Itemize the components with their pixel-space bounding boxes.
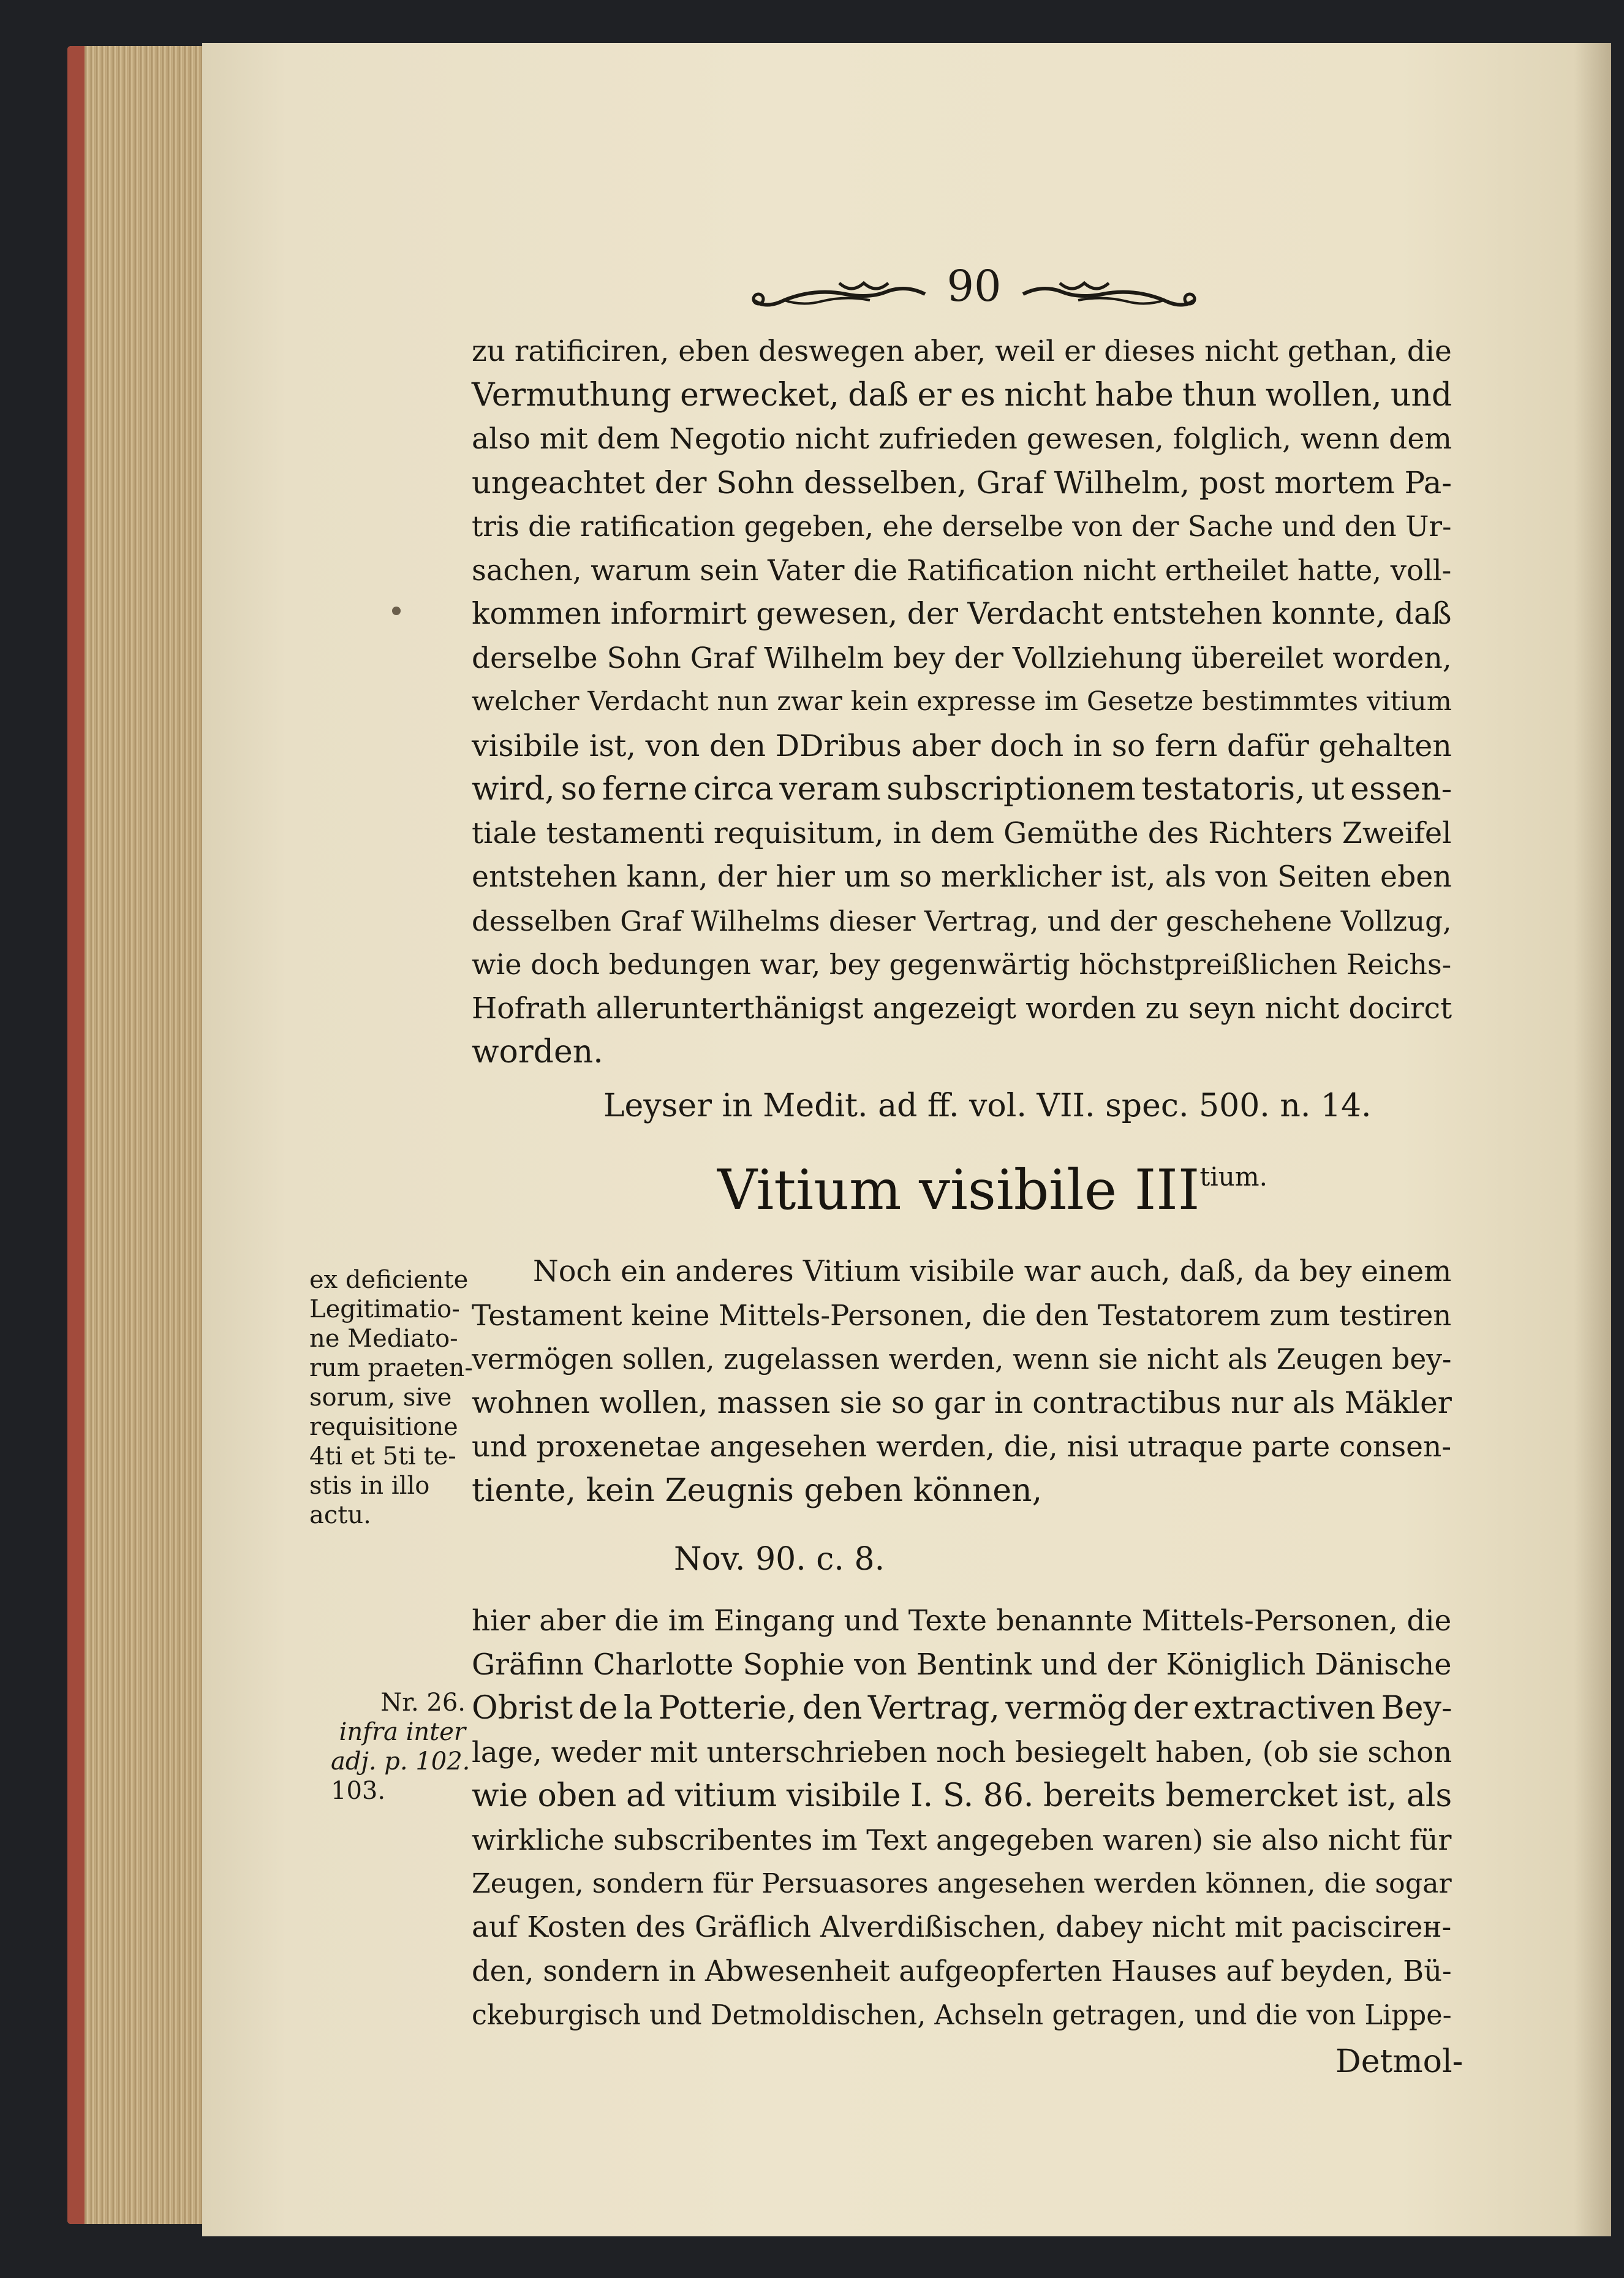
catchword: Detmol- xyxy=(1335,2043,1463,2080)
margin-line: sorum, sive xyxy=(309,1383,452,1412)
text-line: entstehen kann, der hier um so merklicher ist, als von Seiten eben xyxy=(472,860,1452,894)
text-line: Vermuthung erwecket, daß er es nicht habe thun wollen, und xyxy=(472,376,1452,414)
text-line: ungeachtet der Sohn desselben, Graf Wilhelm, post mortem Pa- xyxy=(472,464,1452,501)
text-line: hier aber die im Eingang und Texte benannte Mittels-Personen, die xyxy=(472,1604,1452,1638)
text-line: worden. xyxy=(472,1034,603,1070)
margin-line: Legitimatio- xyxy=(309,1295,460,1323)
running-head xyxy=(735,257,1213,325)
paragraph-second xyxy=(472,1250,1452,1513)
text-line: vermögen sollen, zugelassen werden, wenn sie nicht als Zeugen bey- xyxy=(472,1343,1452,1376)
margin-note xyxy=(309,1265,473,1530)
text-line: Zeugen, sondern für Persuasores angesehen werden können, die sogar xyxy=(472,1868,1452,1899)
text-line: wohnen wollen, massen sie so gar in contractibus nur als Mäkler xyxy=(472,1385,1452,1420)
paragraph-third xyxy=(472,1599,1452,2037)
margin-line: actu. xyxy=(309,1501,371,1529)
text-line: auf Kosten des Gräflich Alverdißischen, dabey nicht mit paciscirен- xyxy=(472,1910,1452,1944)
text-line: Noch ein anderes Vitium visibile war auch, daß, da bey einem xyxy=(533,1255,1452,1288)
text-line: Gräfinn Charlotte Sophie von Bentink und der Königlich Dänische xyxy=(472,1648,1452,1682)
text-line: Hofrath allerunterthänigst angezeigt worden zu seyn nicht docirct xyxy=(472,991,1452,1026)
text-line: tris die ratification gegeben, ehe derselbe von der Sache und den Ur- xyxy=(472,510,1452,543)
margin-line: adj. p. 102. xyxy=(331,1747,470,1776)
text-line: ckeburgisch und Detmoldischen, Achseln getragen, und die von Lippe- xyxy=(472,1999,1452,2031)
margin-line: infra inter xyxy=(339,1718,466,1746)
text-line: desselben Graf Wilhelms dieser Vertrag, und der geschehene Vollzug, xyxy=(472,904,1452,937)
text-line: welcher Verdacht nun zwar kein expresse im Gesetze bestimmtes vitium xyxy=(472,686,1452,717)
scroll-ornament-icon xyxy=(1017,276,1201,312)
text-line: derselbe Sohn Graf Wilhelm bey der Vollziehung übereilet worden, xyxy=(472,641,1452,675)
text-line: wird, so ferne circa veram subscriptionem testatoris, ut essen- xyxy=(472,771,1452,808)
section-title-sup: tium. xyxy=(1199,1162,1267,1192)
margin-line: ex deficiente xyxy=(309,1266,469,1294)
section-title xyxy=(717,1158,1268,1222)
margin-line: stis in illo xyxy=(309,1472,430,1500)
section-title-text: Vitium visibile III xyxy=(717,1158,1200,1222)
margin-line: ne Mediato- xyxy=(309,1325,458,1353)
margin-line: requisitione xyxy=(309,1413,458,1441)
page-number: 90 xyxy=(946,261,1002,311)
text-line: tiale testamenti requisitum, in dem Gemüthe des Richters Zweifel xyxy=(472,816,1452,850)
text-line: zu ratificiren, eben deswegen aber, weil er dieses nicht gethan, die xyxy=(472,335,1452,368)
margin-note xyxy=(331,1688,470,1806)
text-line: wie oben ad vitium visibile I. S. 86. bereits bemercket ist, als xyxy=(472,1777,1452,1814)
text-line: wie doch bedungen war, bey gegenwärtig höchstpreißlichen Reichs- xyxy=(472,948,1452,981)
text-line: und proxenetae angesehen werden, die, nisi utraque parte consen- xyxy=(472,1430,1452,1464)
text-line: tiente, kein Zeugnis geben können, xyxy=(472,1472,1043,1509)
margin-line: Nr. 26. xyxy=(380,1689,466,1717)
ink-mark xyxy=(392,607,401,615)
text-line: kommen informirt gewesen, der Verdacht entstehen konnte, daß xyxy=(472,597,1452,631)
text-line: visibile ist, von den DDribus aber doch in so fern dafür gehalten xyxy=(472,727,1452,763)
text-line: sachen, warum sein Vater die Ratification nicht ertheilet hatte, voll- xyxy=(472,553,1452,587)
text-line: Obrist de la Potterie, den Vertrag, vermög der extractiven Bey- xyxy=(472,1690,1452,1727)
citation-leyser: Leyser in Medit. ad ff. vol. VII. spec. 500. n. 14. xyxy=(603,1088,1372,1124)
scroll-ornament-icon xyxy=(747,276,931,312)
text-line: wirkliche subscribentes im Text angegeben waren) sie also nicht für xyxy=(472,1823,1452,1856)
gutter-shadow xyxy=(1574,43,1611,2236)
citation-novella: Nov. 90. c. 8. xyxy=(674,1541,885,1578)
text-line: also mit dem Negotio nicht zufrieden gewesen, folglich, wenn dem xyxy=(472,422,1452,456)
margin-line: rum praeten- xyxy=(309,1354,473,1382)
text-line: Testament keine Mittels-Personen, die den Testatorem zum testiren xyxy=(472,1298,1452,1332)
paragraph-main xyxy=(472,330,1452,1075)
margin-line: 103. xyxy=(331,1777,386,1805)
text-line: den, sondern in Abwesenheit aufgeopferten Hauses auf beyden, Bü- xyxy=(472,1954,1452,1988)
red-edge-stripe xyxy=(67,46,85,2224)
text-line: lage, weder mit unterschrieben noch besiegelt haben, (ob sie schon xyxy=(472,1735,1452,1769)
margin-line: 4ti et 5ti te- xyxy=(309,1442,456,1470)
